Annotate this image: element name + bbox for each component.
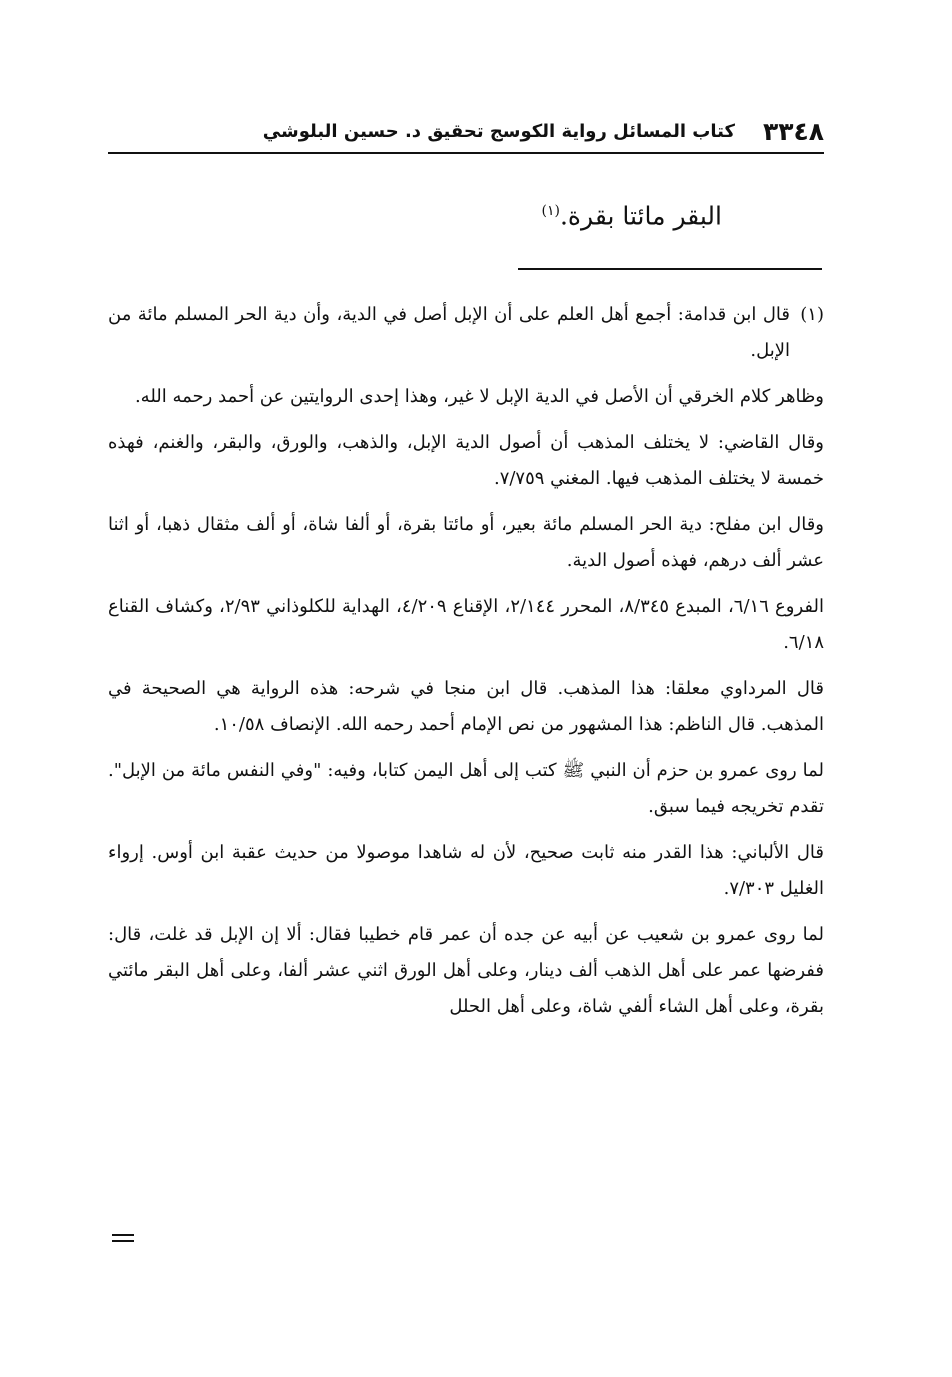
main-text-line: البقر مائتا بقرة.: [559, 201, 722, 231]
footnote-paragraph: لما روى عمرو بن شعيب عن أبيه عن جده أن عمر قام خطيبا فقال: ألا إن الإبل قد غلت، قال: ففرضها عمر على أهل الذهب ألف دينار، وعلى أهل الورق اثني عشر ألفا، وعلى أهل البقر مائتي بقرة، وعلى أهل الشاء ألفي شاة، وعلى أهل الحلل: [108, 924, 824, 1017]
footnote-number: (١): [800, 304, 824, 325]
footnote-paragraph: قال الألباني: هذا القدر منه ثابت صحيح، لأن له شاهدا موصولا من حديث عقبة ابن أوس. إرواء الغليل ٧/٣٠٣.: [108, 842, 824, 899]
footnote-paragraph: وقال ابن مفلح: دية الحر المسلم مائة بعير، أو مائتا بقرة، أو ألفا شاة، أو ألف مثقال ذهبا، أو اثنا عشر ألف درهم، فهذه أصول الدية.: [108, 514, 824, 571]
footnote-reference: (١): [541, 203, 560, 219]
footnote-paragraph: قال المرداوي معلقا: هذا المذهب. قال ابن منجا في شرحه: هذه الرواية هي الصحيحة في المذهب. قال الناظم: هذا المشهور من نص الإمام أحمد رحمه الله. الإنصاف ١٠/٥٨.: [108, 678, 824, 735]
page-header: [108, 110, 824, 154]
continuation-mark: [112, 1234, 134, 1246]
footnote-text: قال ابن قدامة: أجمع أهل العلم على أن الإبل أصل في الدية، وأن دية الحر المسلم مائة من الإبل.: [108, 304, 790, 361]
running-title: كتاب المسائل رواية الكوسج تحقيق د. حسين البلوشي: [262, 120, 735, 142]
footnote-paragraph: الفروع ٦/١٦، المبدع ٨/٣٤٥، المحرر ٢/١٤٤، الإقناع ٤/٢٠٩، الهداية للكلوذاني ٢/٩٣، وكشاف القناع ٦/١٨.: [108, 596, 825, 653]
footnote-paragraph: وظاهر كلام الخرقي أن الأصل في الدية الإبل لا غير، وهذا إحدى الروايتين عن أحمد رحمه الله.: [134, 386, 824, 407]
page-number: ٣٣٤٨: [762, 116, 824, 146]
main-text: [542, 186, 722, 241]
footnote-paragraph: [108, 297, 824, 369]
footnote-paragraph: لما روى عمرو بن حزم أن النبي ﷺ كتب إلى أهل اليمن كتابا، وفيه: "وفي النفس مائة من الإبل". تقدم تخريجه فيما سبق.: [108, 760, 824, 817]
footnote-paragraph: وقال القاضي: لا يختلف المذهب أن أصول الدية الإبل، والذهب، والورق، والبقر، والغنم، فهذه خمسة لا يختلف المذهب فيها. المغني ٧/٧٥٩.: [108, 432, 824, 489]
footnotes: [108, 297, 824, 1035]
footnote-separator: [518, 268, 822, 270]
